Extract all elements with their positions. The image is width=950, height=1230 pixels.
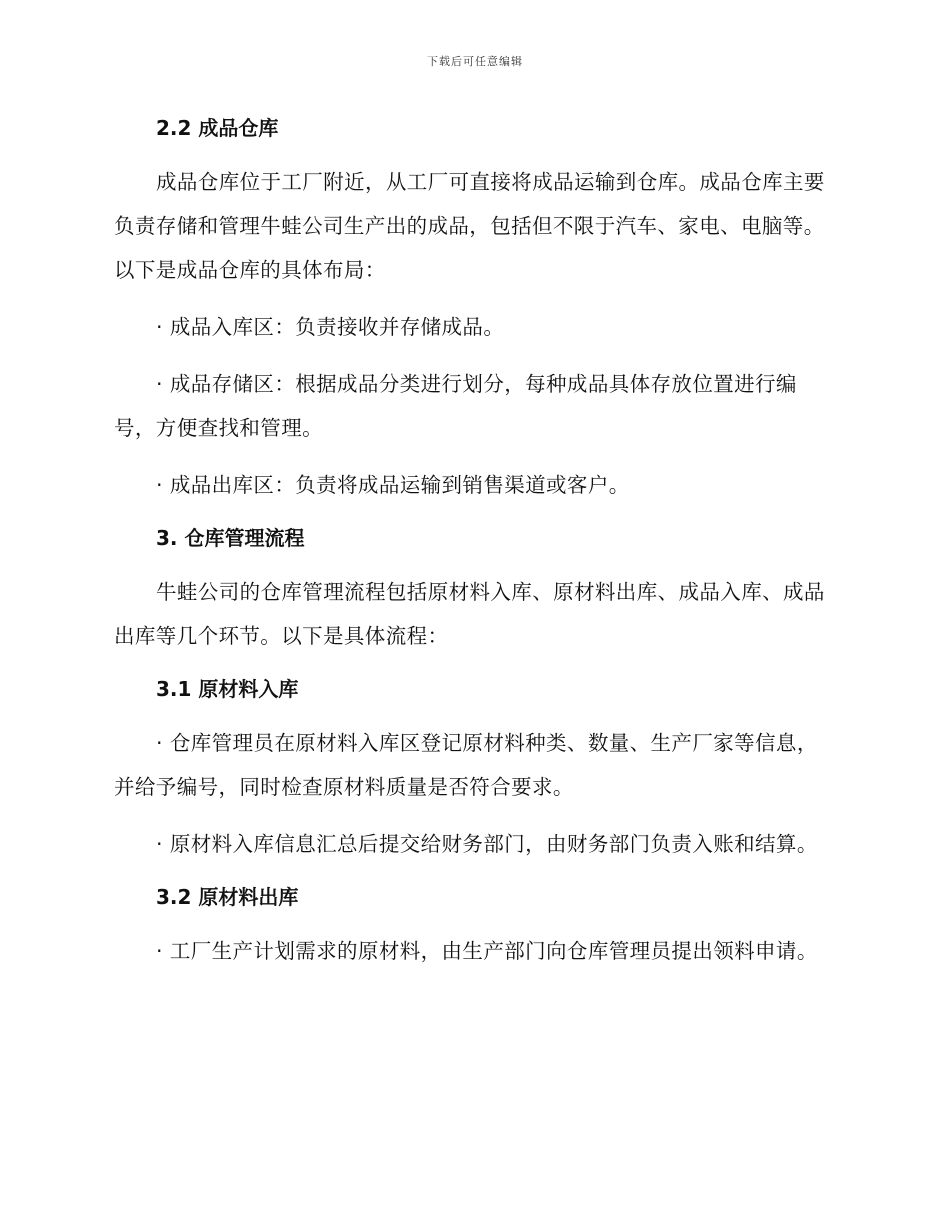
bullet-raw-inbound-finance: · 原材料入库信息汇总后提交给财务部门，由财务部门负责入账和结算。	[156, 832, 818, 856]
bullet-raw-inbound-registration: · 仓库管理员在原材料入库区登记原材料种类、数量、生产厂家等信息，并给予编号，同时检查原材料质量是否符合要求。	[114, 731, 818, 799]
section-heading-2-2: 2.2 成品仓库	[156, 116, 279, 140]
bullet-raw-outbound-request: · 工厂生产计划需求的原材料，由生产部门向仓库管理员提出领料申请。	[156, 939, 818, 963]
paragraph-process-intro: 牛蛙公司的仓库管理流程包括原材料入库、原材料出库、成品入库、成品出库等几个环节。以下是具体流程：	[114, 580, 825, 648]
bullet-finished-outbound-area: · 成品出库区：负责将成品运输到销售渠道或客户。	[156, 473, 630, 497]
bullet-finished-inbound-area: · 成品入库区：负责接收并存储成品。	[156, 315, 505, 339]
section-heading-3-1: 3.1 原材料入库	[156, 677, 299, 701]
document-body	[114, 110, 834, 973]
paragraph-finished-warehouse-intro: 成品仓库位于工厂附近，从工厂可直接将成品运输到仓库。成品仓库主要负责存储和管理牛蛙公司生产出的成品，包括但不限于汽车、家电、电脑等。以下是成品仓库的具体布局：	[114, 170, 825, 282]
section-heading-3: 3. 仓库管理流程	[156, 526, 305, 550]
bullet-finished-storage-area: · 成品存储区：根据成品分类进行划分，每种成品具体存放位置进行编号，方便查找和管理。	[114, 372, 797, 440]
section-heading-3-2: 3.2 原材料出库	[156, 885, 299, 909]
header-note: 下载后可任意编辑	[427, 55, 523, 68]
